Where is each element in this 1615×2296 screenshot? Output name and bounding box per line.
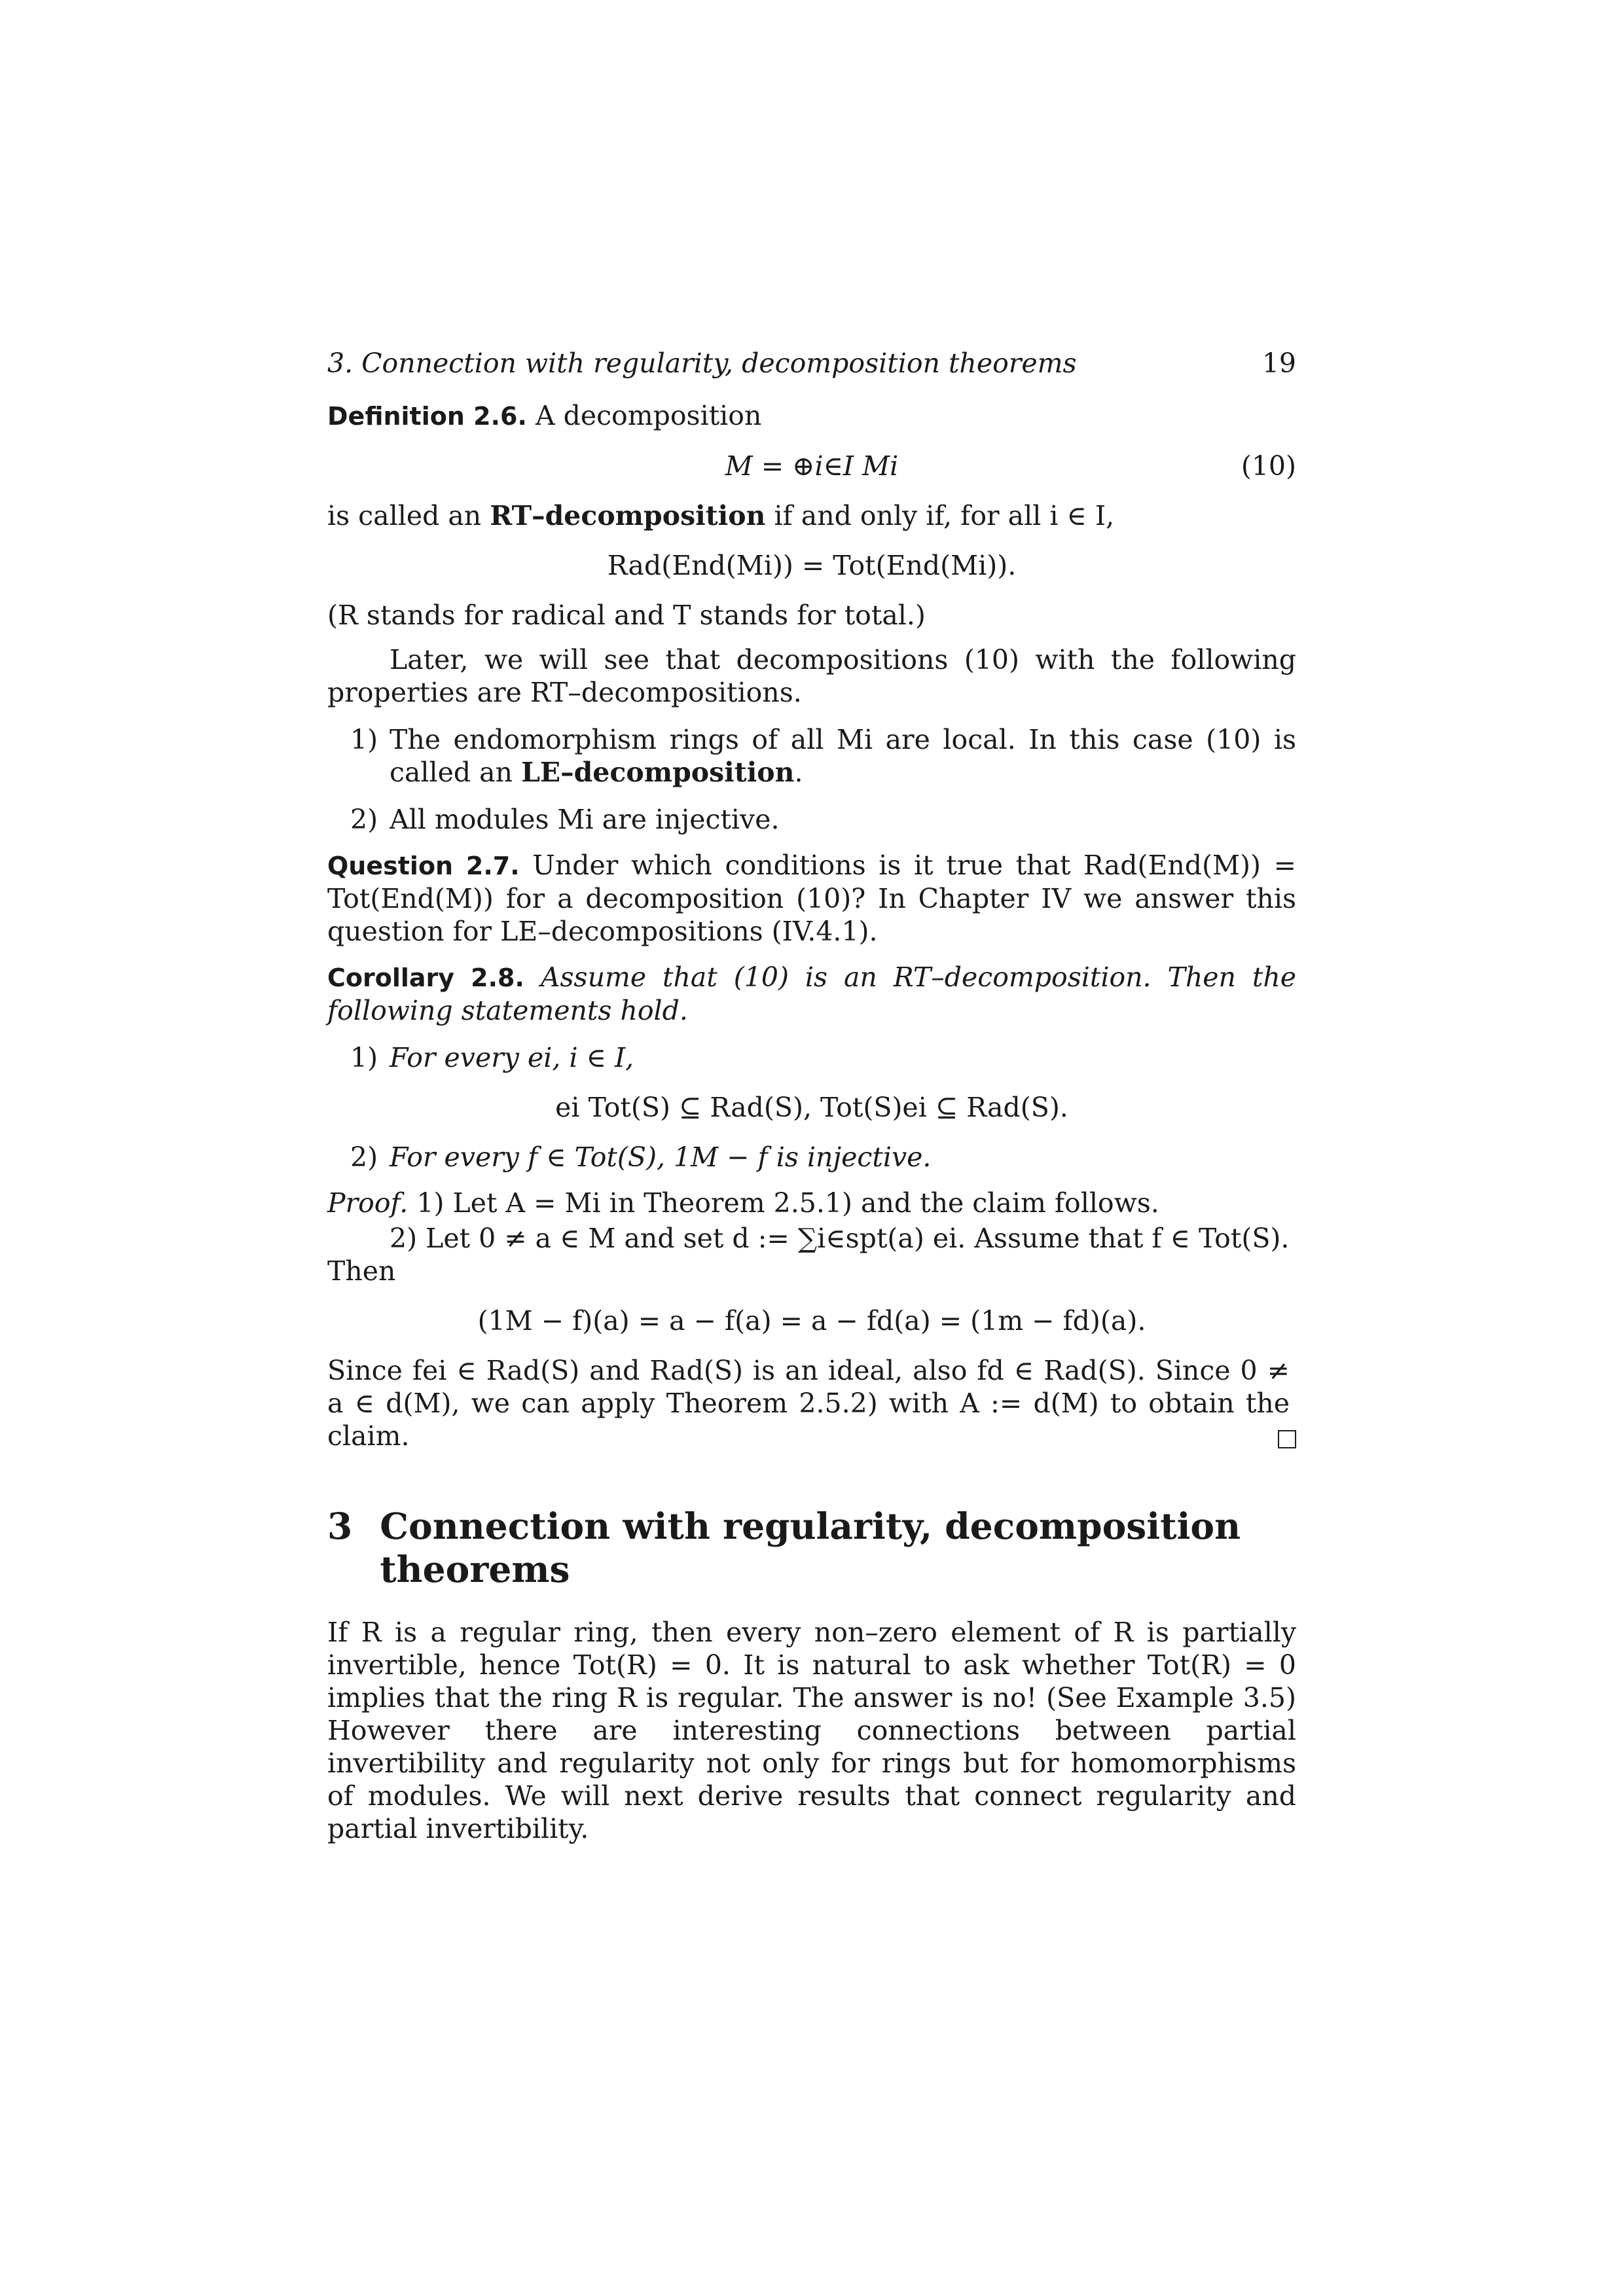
proof-line1 — [327, 1187, 1296, 1219]
equation-proof — [327, 1304, 1296, 1337]
proof-line1-text: 1) Let A = Mi in Theorem 2.5.1) and the claim follows. — [416, 1187, 1159, 1219]
list-item-text: For every ei, i ∈ I, — [390, 1042, 634, 1073]
qed-symbol — [1278, 1430, 1296, 1448]
equation-rad-tot — [327, 549, 1296, 582]
equation-rad-tot-text: Rad(End(Mi)) = Tot(End(Mi)). — [607, 550, 1017, 581]
equation-corollary — [327, 1091, 1296, 1124]
rt-decomposition-term: RT–decomposition — [490, 500, 766, 531]
page — [327, 347, 1296, 1845]
equation-10-text: M = ⊕i∈I Mi — [725, 450, 899, 482]
proof-label: Proof. — [327, 1187, 408, 1219]
equation-corollary-text: ei Tot(S) ⊆ Rad(S), Tot(S)ei ⊆ Rad(S). — [555, 1092, 1068, 1123]
definition-label: Definition 2.6. — [327, 402, 527, 431]
proof-conclusion: Since fei ∈ Rad(S) and Rad(S) is an ideal, also fd ∈ Rad(S). Since 0 ≠ a ∈ d(M), we can apply Theorem 2.5.2) with A := d(M) to obtain the claim. — [327, 1355, 1290, 1452]
list-item — [327, 723, 1296, 789]
question-text: Under which conditions is it true that Rad(End(M)) = Tot(End(M)) for a decomposition (10)? In Chapter IV we answer this question for LE–decompositions (IV.4.1). — [327, 850, 1296, 947]
definition-note: (R stands for radical and T stands for total.) — [327, 600, 926, 631]
corollary-label: Corollary 2.8. — [327, 963, 524, 992]
list-item-end: . — [794, 757, 803, 788]
list-item-number: 2) — [350, 804, 378, 835]
list-item-text: All modules Mi are injective. — [390, 804, 780, 835]
equation-10 — [327, 450, 1296, 482]
proof-line2: 2) Let 0 ≠ a ∈ M and set d := ∑i∈spt(a) ei. Assume that f ∈ Tot(S). Then — [327, 1223, 1290, 1287]
page-number: 19 — [1261, 348, 1296, 379]
list-item — [327, 1041, 1296, 1074]
section-title: Connection with regularity, decomposition theorems — [380, 1505, 1241, 1590]
le-decomposition-term: LE–decomposition — [521, 757, 795, 788]
corollary-text: Assume that (10) is an RT–decomposition. Then the following statements hold. — [327, 961, 1296, 1026]
section-body: If R is a regular ring, then every non–zero element of R is partially invertible, hence Tot(R) = 0. It is natural to ask whether Tot(R) = 0 implies that the ring R is regular. The answer is no! (See Example 3.5) However there are interesting connections between partial invertibility and regularity not only for rings but for homomorphisms of modules. We will next derive results that connect regularity and partial invertibility. — [327, 1617, 1296, 1844]
question-paragraph — [327, 849, 1296, 948]
running-title: 3. Connection with regularity, decomposition theorems — [327, 348, 1077, 379]
list-item-text: For every f ∈ Tot(S), 1M − f is injective. — [390, 1141, 932, 1173]
list-item-number: 1) — [350, 1042, 378, 1073]
question-label: Question 2.7. — [327, 852, 520, 880]
list-item — [327, 803, 1296, 836]
proof-conclusion-block — [327, 1354, 1296, 1452]
list-item — [327, 1141, 1296, 1174]
section-heading — [327, 1505, 1296, 1591]
definition-line2 — [327, 499, 1296, 532]
list-item-text: The endomorphism rings of all Mi are local. In this case (10) is called an — [390, 724, 1296, 788]
section-number: 3 — [327, 1505, 353, 1547]
definition-line2-pre: is called an — [327, 500, 490, 531]
definition-line2-post: if and only if, for all i ∈ I, — [765, 500, 1115, 531]
definition-intro — [327, 399, 1296, 433]
list-item-number: 1) — [350, 724, 378, 755]
equation-number: (10) — [1241, 450, 1296, 482]
list-item-number: 2) — [350, 1141, 378, 1173]
equation-proof-text: (1M − f)(a) = a − f(a) = a − fd(a) = (1m − fd)(a). — [477, 1305, 1146, 1336]
running-header — [327, 347, 1296, 386]
definition-intro-text: A decomposition — [535, 400, 762, 431]
definition-later: Later, we will see that decompositions (10) with the following properties are RT–decompositions. — [327, 644, 1296, 708]
corollary-paragraph — [327, 961, 1296, 1027]
